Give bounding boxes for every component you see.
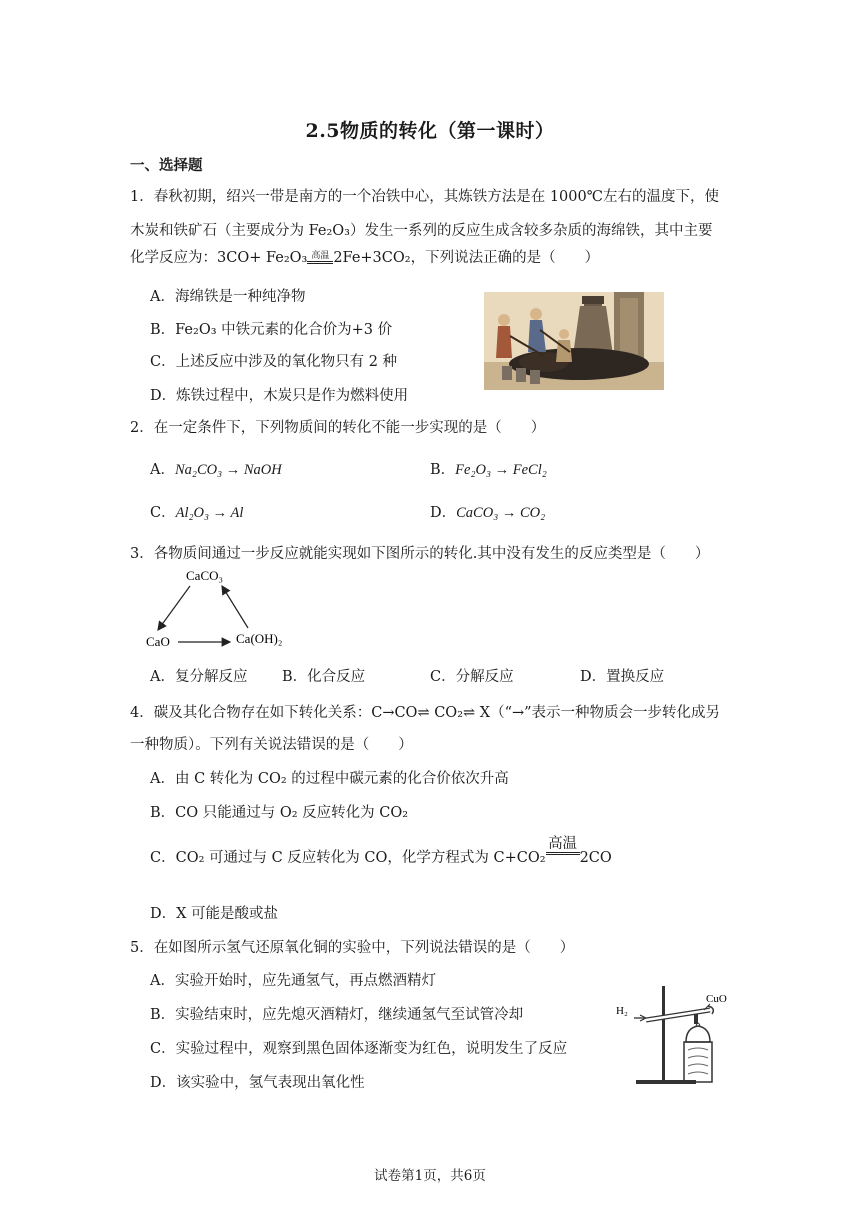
q4-option-a[interactable]: A．由 C 转化为 CO₂ 的过程中碳元素的化合价依次升高 [150,771,509,787]
q3-option-c[interactable]: C．分解反应 [430,669,514,685]
q3-arrow-caoh2-to-caco3 [222,586,248,628]
q3-node-caoh2: Ca(OH)₂ [236,631,283,646]
q1-option-b[interactable]: B．Fe₂O₃ 中铁元素的化合价为+3 价 [150,322,393,338]
section-heading: 一、选择题 [130,157,203,174]
q3-option-b[interactable]: B．化合反应 [282,669,366,685]
q1-option-d[interactable]: D．炼铁过程中，木炭只是作为燃料使用 [150,388,409,404]
q3-node-cao: CaO [146,634,170,649]
page-title: 2.5物质的转化（第一课时） [305,120,555,142]
hydrogen-reduction-apparatus [614,984,740,1088]
q2-option-b[interactable] [430,458,547,479]
q4-option-c-left: C．CO₂ 可通过与 C 反应转化为 CO，化学方程式为 C+CO₂ [150,850,546,866]
q5-stem: 5．在如图所示氢气还原氧化铜的实验中，下列说法错误的是（ ） [130,940,575,956]
q3-option-a[interactable]: A．复分解反应 [150,669,248,685]
q1-equation-left: 化学反应为：3CO+ Fe₂O₃ [130,250,308,266]
q2-option-a-label: A． [150,462,175,478]
q4-condition-text: 高温 [548,836,578,852]
q2-option-d-label: D． [430,505,457,521]
h2-label: H₂ [616,1005,628,1017]
q4-option-b[interactable]: B．CO 只能通过与 O₂ 反应转化为 CO₂ [150,805,409,821]
iron-smelting-illustration [484,292,664,390]
q5-option-d[interactable]: D．该实验中，氢气表现出氧化性 [150,1075,365,1091]
q1-stem-line1: 1．春秋初期，绍兴一带是南方的一个冶铁中心，其炼铁方法是在 1000℃左右的温度下，使 [130,189,719,205]
q2-option-c-label: C． [150,505,176,521]
q4-stem-line1: 4．碳及其化合物存在如下转化关系：C→CO⇌ CO₂⇌ X（“→”表示一种物质会一步转化成另 [130,705,721,721]
q1-condition-marker [307,252,333,264]
q1-stem-line2: 木炭和铁矿石（主要成分为 Fe₂O₃）发生一系列的反应生成含较多杂质的海绵铁，其中主要 [130,223,713,239]
q2-option-b-label: B． [430,462,456,478]
q2-option-d[interactable] [430,501,545,522]
q2-option-a[interactable] [150,458,282,479]
cuo-label: CuO [706,993,727,1005]
q2-option-c-formula: Al₂O₃ → Al [175,505,244,521]
q3-arrow-caco3-to-cao [158,586,190,630]
q1-condition-text: 高温 [311,251,330,261]
q3-node-caco3: CaCO₃ [186,568,224,583]
q2-option-d-formula: CaCO₃ → CO₂ [456,505,546,521]
q1-stem-line3 [130,246,599,267]
q4-condition-marker [546,836,580,855]
q5-option-c[interactable]: C．实验过程中，观察到黑色固体逐渐变为红色，说明发生了反应 [150,1041,568,1057]
q1-equation-right: 2Fe+3CO₂，下列说法正确的是（ ） [333,250,600,266]
q5-option-a[interactable]: A．实验开始时，应先通氢气，再点燃酒精灯 [150,973,436,989]
q2-option-a-formula: Na₂CO₃ → NaOH [174,462,282,478]
q1-option-a[interactable]: A．海绵铁是一种纯净物 [150,289,306,305]
q2-option-c[interactable] [150,501,243,522]
q3-stem: 3．各物质间通过一步反应就能实现如下图所示的转化.其中没有发生的反应类型是（ ） [130,546,710,562]
q5-option-b[interactable]: B．实验结束时，应先熄灭酒精灯，继续通氢气至试管冷却 [150,1007,524,1023]
q4-option-c[interactable] [150,836,612,867]
q1-option-c[interactable]: C．上述反应中涉及的氧化物只有 2 种 [150,354,398,370]
q4-option-d[interactable]: D．X 可能是酸或盐 [150,906,279,922]
q2-option-b-formula: Fe₂O₃ → FeCl₂ [455,462,547,478]
q3-option-d[interactable]: D．置换反应 [580,669,665,685]
page-footer: 试卷第1页，共6页 [374,1168,486,1184]
q4-stem-line2: 一种物质）。下列有关说法错误的是（ ） [130,737,413,753]
q3-conversion-diagram [144,566,283,652]
q4-option-c-right: 2CO [579,850,612,866]
q2-stem: 2．在一定条件下，下列物质间的转化不能一步实现的是（ ） [130,420,546,436]
